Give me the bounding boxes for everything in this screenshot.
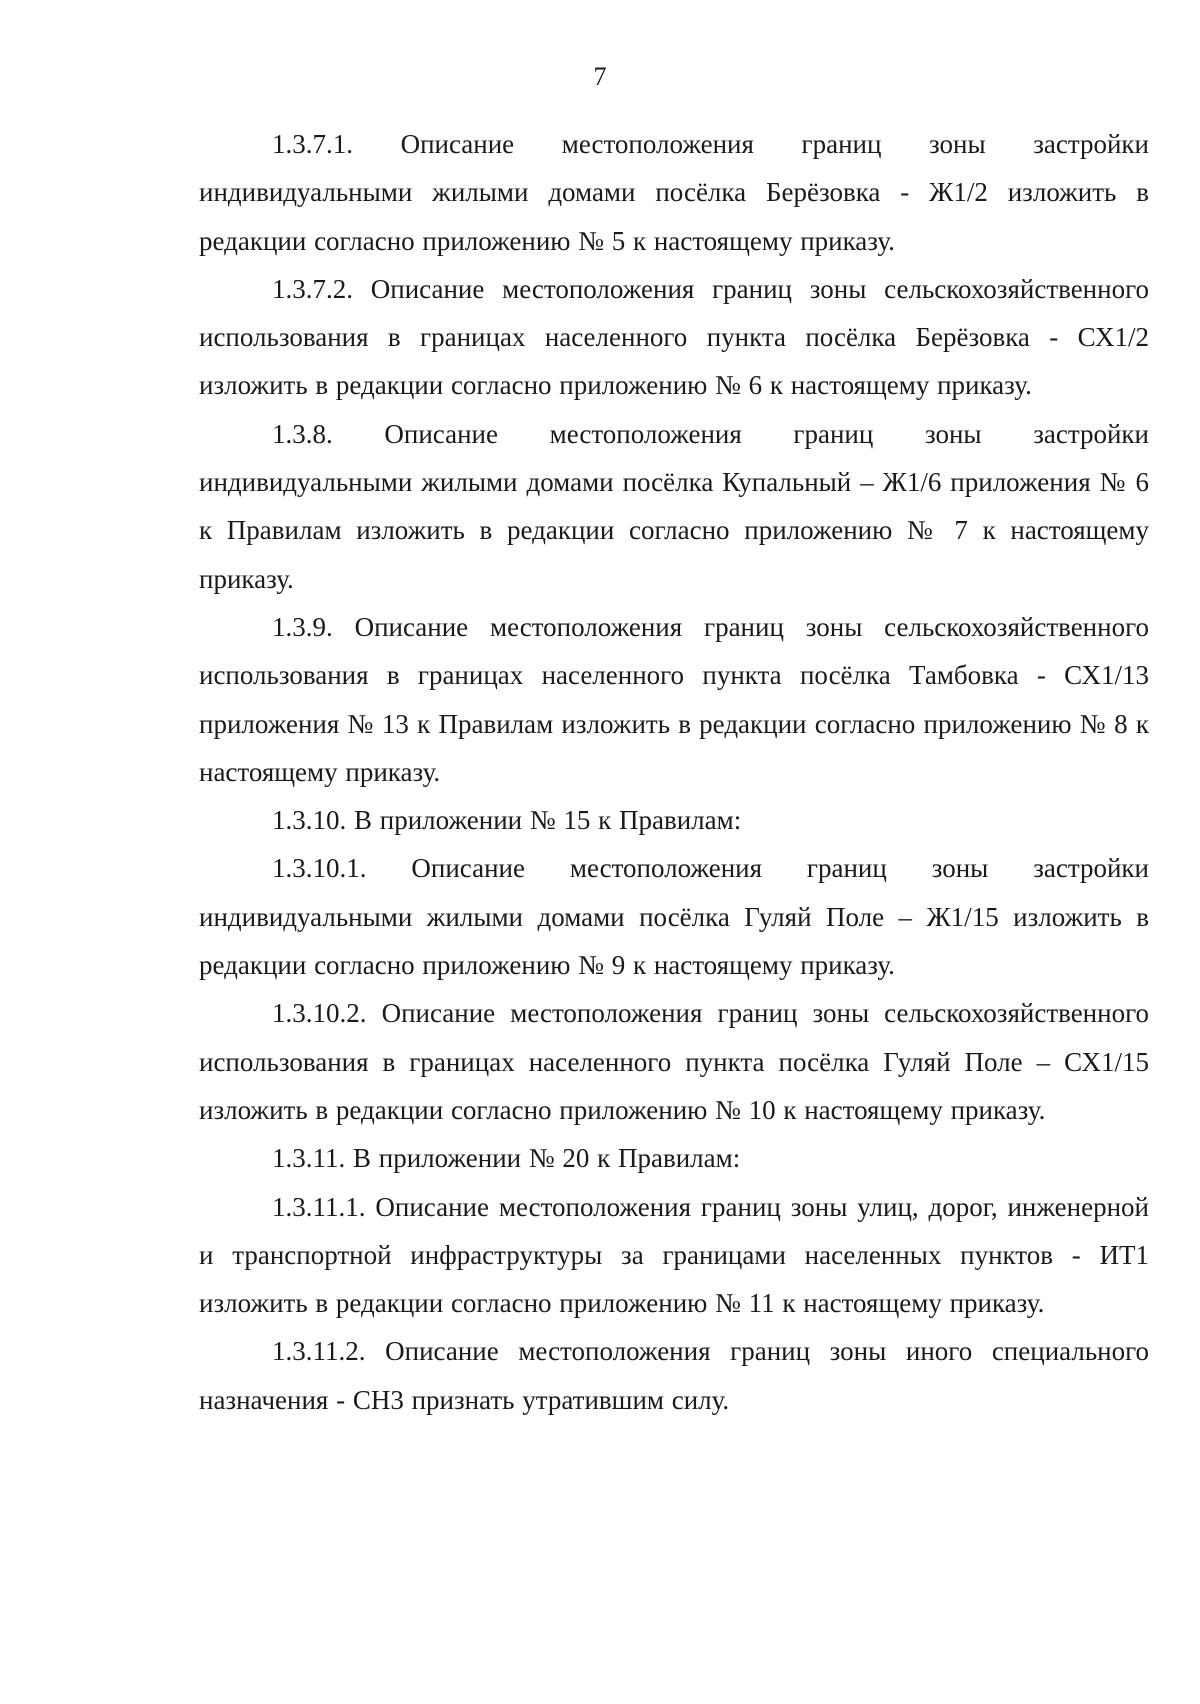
paragraph-1-3-7-2: 1.3.7.2. Описание местоположения границ зоны сельскохозяйственного использования в границах населенного пункта посёлка Берёзовка - СХ1/2 изложить в редакции согласно приложению № 6 к настоящему приказу.	[199, 273, 1149, 401]
paragraph-1-3-11-1: 1.3.11.1. Описание местоположения границ зоны улиц, дорог, инженерной и транспортной инфраструктуры за границами населенных пунктов - ИТ1 изложить в редакции согласно приложению № 11 к настоящему приказу.	[199, 1191, 1149, 1319]
paragraph-1-3-11: 1.3.11. В приложении № 20 к Правилам:	[272, 1143, 741, 1174]
paragraph-1-3-10: 1.3.10. В приложении № 15 к Правилам:	[272, 805, 742, 836]
document-body	[199, 120, 1149, 1424]
paragraph-1-3-8: 1.3.8. Описание местоположения границ зоны застройки индивидуальными жилыми домами посёлка Купальный – Ж1/6 приложения № 6 к Правилам изложить в редакции согласно приложению № 7 к настоящему приказу.	[199, 418, 1149, 594]
paragraph-1-3-10-2: 1.3.10.2. Описание местоположения границ зоны сельскохозяйственного использования в границах населенного пункта посёлка Гуляй Поле – СХ1/15 изложить в редакции согласно приложению № 10 к настоящему приказу.	[199, 998, 1149, 1125]
paragraph-1-3-7-1: 1.3.7.1. Описание местоположения границ зоны застройки индивидуальными жилыми домами посёлка Берёзовка - Ж1/2 изложить в редакции согласно приложению № 5 к настоящему приказу.	[199, 129, 1149, 256]
page-number: 7	[593, 62, 607, 91]
paragraph-1-3-11-2: 1.3.11.2. Описание местоположения границ зоны иного специального назначения - СН3 признать утратившим силу.	[199, 1336, 1149, 1415]
paragraph-1-3-9: 1.3.9. Описание местоположения границ зоны сельскохозяйственного использования в границах населенного пункта посёлка Тамбовка - СХ1/13 приложения № 13 к Правилам изложить в редакции согласно приложению № 8 к настоящему приказу.	[199, 611, 1149, 787]
paragraph-1-3-10-1: 1.3.10.1. Описание местоположения границ зоны застройки индивидуальными жилыми домами посёлка Гуляй Поле – Ж1/15 изложить в редакции согласно приложению № 9 к настоящему приказу.	[199, 853, 1149, 981]
